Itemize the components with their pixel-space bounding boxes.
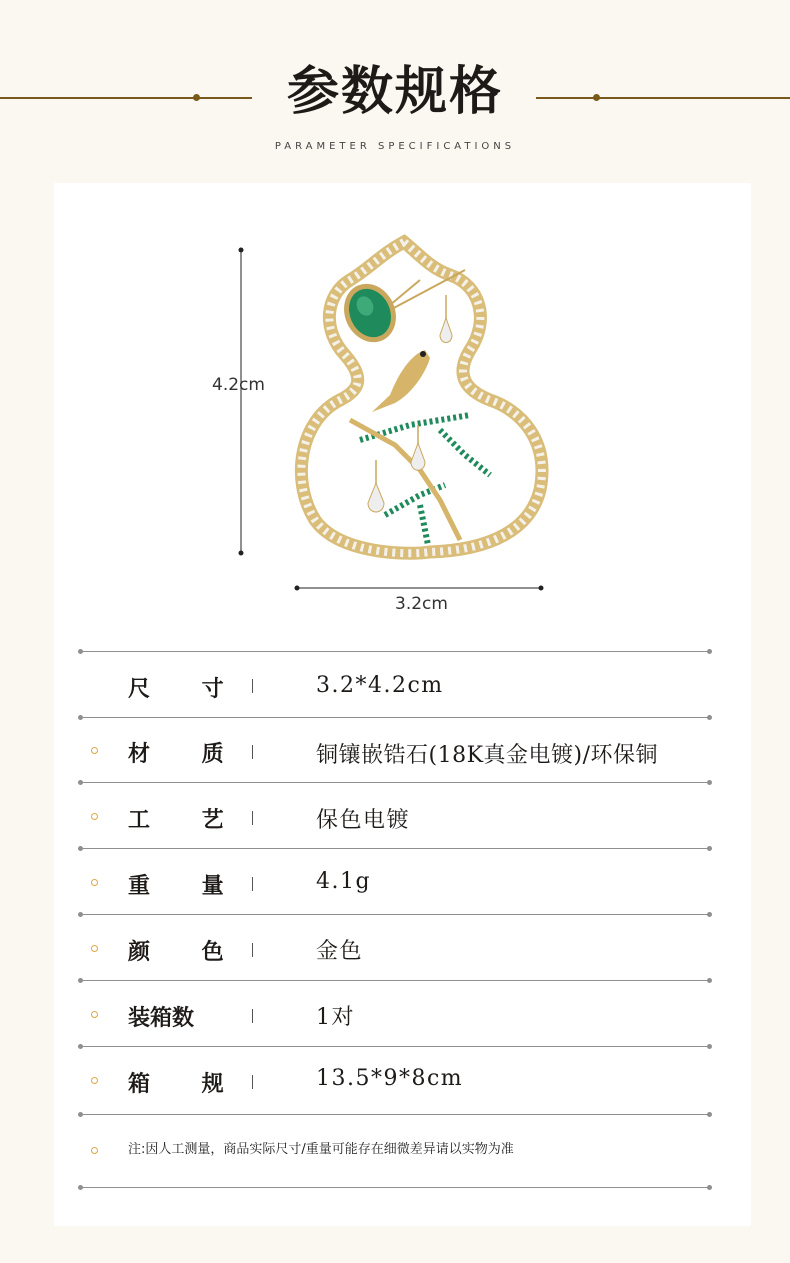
row-divider xyxy=(80,914,710,915)
spec-label: 工 艺 xyxy=(128,807,246,833)
spec-value: 金色 xyxy=(316,939,364,964)
row-divider xyxy=(80,717,710,718)
spec-value: 13.5*9*8cm xyxy=(316,1066,464,1091)
spec-value: 铜镶嵌锆石(18K真金电镀)/环保铜 xyxy=(316,743,659,768)
spec-value: 4.1g xyxy=(316,869,372,894)
spec-separator xyxy=(252,745,253,759)
spec-value: 保色电镀 xyxy=(316,808,411,833)
row-divider xyxy=(80,1046,710,1047)
height-label: 4.2cm xyxy=(212,375,265,395)
spec-label: 颜 色 xyxy=(128,939,246,965)
width-label: 3.2cm xyxy=(395,594,448,614)
spec-value: 3.2*4.2cm xyxy=(316,673,444,698)
spec-label: 材 质 xyxy=(128,741,246,767)
spec-separator xyxy=(252,877,253,891)
spec-separator xyxy=(252,679,253,693)
spec-label: 装箱数 xyxy=(128,1005,195,1031)
bullet-icon xyxy=(91,879,98,886)
bullet-icon xyxy=(91,1077,98,1084)
spec-separator xyxy=(252,943,253,957)
bullet-icon xyxy=(91,1147,98,1154)
row-divider xyxy=(80,1187,710,1188)
spec-label: 重 量 xyxy=(128,873,246,899)
bullet-icon xyxy=(91,945,98,952)
row-divider xyxy=(80,651,710,652)
measurement-note: 注:因人工测量，商品实际尺寸/重量可能存在细微差异请以实物为准 xyxy=(128,1142,514,1157)
bullet-icon xyxy=(91,813,98,820)
row-divider xyxy=(80,980,710,981)
bullet-icon xyxy=(91,747,98,754)
spec-value: 1对 xyxy=(316,1005,355,1030)
page-title: 参数规格 xyxy=(286,61,503,122)
bullet-icon xyxy=(91,1011,98,1018)
spec-separator xyxy=(252,1009,253,1023)
spec-label: 尺 寸 xyxy=(128,676,246,702)
spec-separator xyxy=(252,1075,253,1089)
row-divider xyxy=(80,1114,710,1115)
row-divider xyxy=(80,782,710,783)
spec-separator xyxy=(252,811,253,825)
page-subtitle: PARAMETER SPECIFICATIONS xyxy=(274,141,516,152)
row-divider xyxy=(80,848,710,849)
spec-label: 箱 规 xyxy=(128,1071,246,1097)
